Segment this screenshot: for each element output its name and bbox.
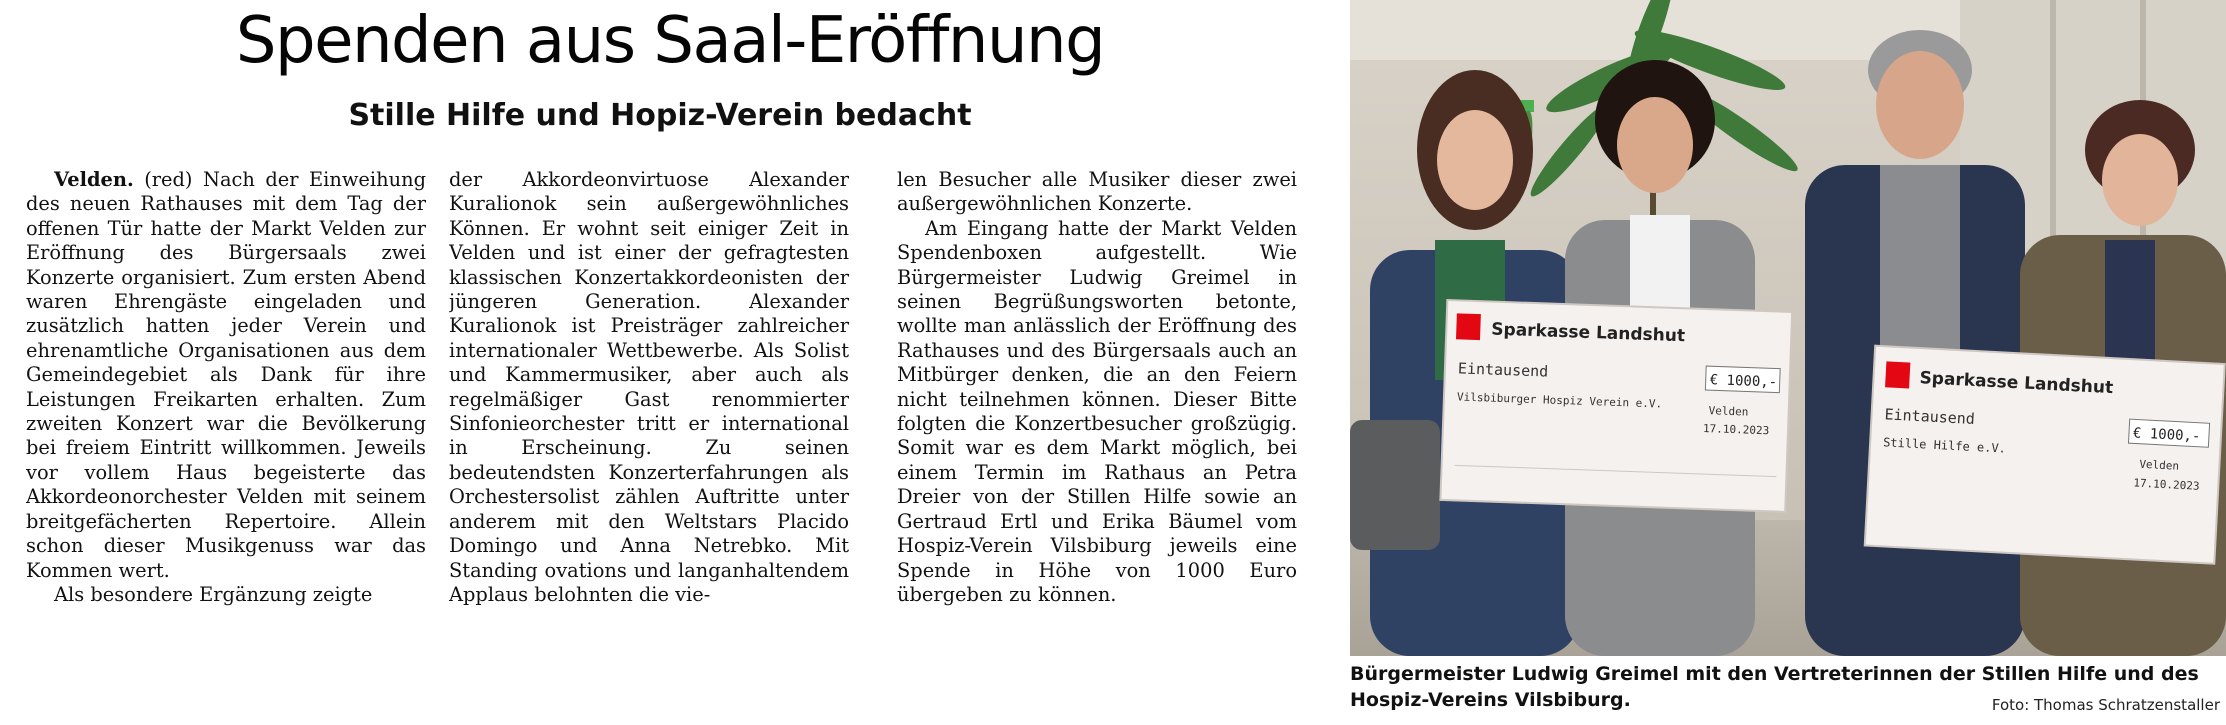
check-date: 17.10.2023 (2133, 476, 2200, 493)
article-paragraph (26, 168, 426, 583)
donation-check-left (1440, 300, 1792, 512)
check-amount-words: Eintausend (1884, 405, 1976, 429)
sparkasse-logo-icon (1885, 361, 1910, 388)
article-column-3 (897, 168, 1297, 720)
check-amount: € 1000,- (1709, 372, 1778, 391)
article-photo (1350, 0, 2226, 656)
paragraph-text: (red) Nach der Einweihung des neuen Rathauses mit dem Tag der offenen Tür hatte der Markt Velden zur Eröffnung des Bürgersaals zwei Konzerte organisiert. Zum ersten Abend waren Ehrengäste eingeladen und zusätzlich hatten jeder Verein und ehrenamtliche Organisationen aus dem Gemeindegebiet als Dank für ihre Leistungen Freikarten erhalten. Zum zweiten Konzert war die Bevölkerung bei freiem Eintritt willkommen. Jeweils vor vollem Haus begeisterte das Akkordeonorchester Velden mit seinem breitgefächerten Repertoire. Allein schon dieser Musikgenuss war das Kommen wert. (26, 168, 426, 582)
check-amount-words: Eintausend (1457, 359, 1549, 381)
article-column-1 (26, 168, 426, 720)
article-paragraph: len Besucher alle Musiker dieser zwei außergewöhnlichen Konzerte. (897, 168, 1297, 216)
article-paragraph: der Akkordeonvirtuose Alexander Kuralionok sein außergewöhnliches Können. Er wohnt seit einiger Zeit in Velden und ist einer der gefragtesten klassischen Konzertakkordeonisten der jüngeren Generation. Alexander Kuralionok ist Preisträger zahlreicher internationaler Wettbewerbe. Als Solist und Kammermusiker, aber auch als regelmäßiger Gast renommierter Sinfonieorchester tritt er international in Erscheinung. Zu seinen bedeutendsten Konzerterfahrungen als Orchestersolist zählen Auftritte unter anderem mit den Weltstars Placido Domingo und Anna Netrebko. Mit Standing ovations und langanhaltendem Applaus belohnten die vie- (449, 168, 849, 606)
sparkasse-logo-icon (1456, 313, 1481, 340)
photo-credit: Foto: Thomas Schratzenstaller (1991, 696, 2220, 714)
check-bank-name: Sparkasse Landshut (1919, 368, 2114, 399)
article-paragraph: Als besondere Ergänzung zeigte (54, 582, 373, 606)
check-payee: Stille Hilfe e.V. (1882, 435, 2007, 456)
article-paragraph: Am Eingang hatte der Markt Velden Spendenboxen aufgestellt. Wie Bürgermeister Ludwig Greimel in seinen Begrüßungsworten betonte, wollte man anlässlich der Eröffnung des Rathauses und des Bürgersaals auch an Mitbürger denken, die an den Feiern nicht teilnehmen können. Dieser Bitte folgten die Konzertbesucher großzügig. Somit war es dem Markt möglich, bei einem Termin im Rathaus an Petra Dreier von der Stillen Hilfe sowie an Gertraud Ertl und Erika Bäumel vom Hospiz-Verein Vilsbiburg jeweils eine Spende in Höhe von 1000 Euro übergeben zu können. (897, 216, 1297, 606)
check-bank-name: Sparkasse Landshut (1491, 319, 1686, 347)
article-column-2 (449, 168, 849, 720)
check-amount: € 1000,- (2132, 425, 2201, 445)
check-place: Velden (2139, 457, 2180, 473)
photo-illustration (1350, 0, 2226, 656)
check-date: 17.10.2023 (1702, 421, 1770, 438)
photo-caption: Bürgermeister Ludwig Greimel mit den Vertreterinnen der Stillen Hilfe und des Hospiz-Vereins Vilsbiburg. (1350, 663, 2199, 711)
article-dateline: Velden. (54, 168, 134, 191)
article-headline: Spenden aus Saal-Eröffnung (235, 4, 1105, 78)
check-place: Velden (1708, 404, 1749, 419)
donation-check-right (1865, 346, 2225, 564)
article-subheadline: Stille Hilfe und Hopiz-Verein bedacht (348, 98, 972, 133)
check-payee: Vilsbiburger Hospiz Verein e.V. (1456, 390, 1663, 411)
